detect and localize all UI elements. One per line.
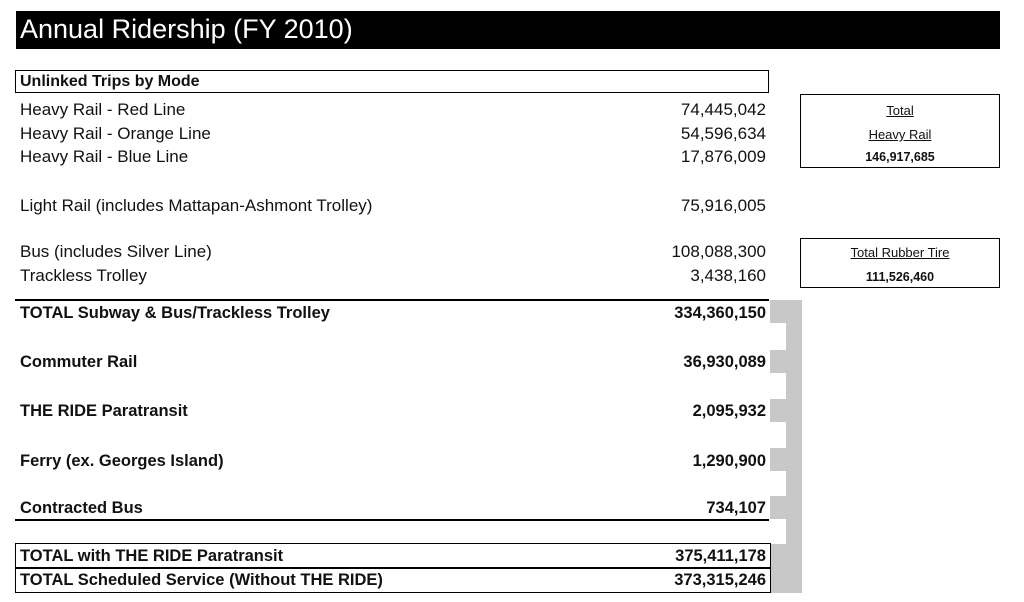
row-label: Light Rail (includes Mattapan-Ashmont Trolley) xyxy=(20,196,373,215)
row-value: 108,088,300 xyxy=(671,242,766,261)
row-label: Commuter Rail xyxy=(20,353,138,371)
row-label: Heavy Rail - Blue Line xyxy=(20,147,189,166)
row-value: 75,916,005 xyxy=(680,196,766,215)
row-value: 74,445,042 xyxy=(680,100,766,119)
rubber-tire-box-title: Total Rubber Tire xyxy=(850,245,950,260)
grand-total-label: TOTAL with THE RIDE Paratransit xyxy=(20,547,284,565)
grand-total-label: TOTAL Scheduled Service (Without THE RIDE) xyxy=(20,571,383,589)
grand-total-value: 375,411,178 xyxy=(675,547,766,565)
heavy-rail-box-subtitle: Heavy Rail xyxy=(868,127,932,142)
row-value: 54,596,634 xyxy=(680,124,766,143)
row-value: 36,930,089 xyxy=(683,353,766,371)
row-label: Ferry (ex. Georges Island) xyxy=(20,452,224,470)
divider-line xyxy=(15,299,769,301)
heavy-rail-box-title: Total xyxy=(886,103,914,118)
total-row-value: 334,360,150 xyxy=(674,304,766,322)
rubber-tire-box-value: 111,526,460 xyxy=(865,270,935,284)
page-title: Annual Ridership (FY 2010) xyxy=(20,14,353,44)
row-value: 1,290,900 xyxy=(692,452,766,470)
row-value: 734,107 xyxy=(706,499,766,517)
row-label: Heavy Rail - Red Line xyxy=(20,100,186,119)
grand-total-value: 373,315,246 xyxy=(674,571,766,589)
section-header: Unlinked Trips by Mode xyxy=(20,73,200,90)
row-value: 2,095,932 xyxy=(692,402,766,420)
row-label: Trackless Trolley xyxy=(20,266,147,285)
heavy-rail-box-value: 146,917,685 xyxy=(865,150,935,164)
row-value: 3,438,160 xyxy=(690,266,766,285)
divider-line xyxy=(15,519,769,521)
row-label: THE RIDE Paratransit xyxy=(20,402,188,420)
gray-band xyxy=(786,300,802,593)
total-row-label: TOTAL Subway & Bus/Trackless Trolley xyxy=(20,304,330,322)
row-label: Heavy Rail - Orange Line xyxy=(20,124,211,143)
row-label: Contracted Bus xyxy=(20,499,143,517)
row-value: 17,876,009 xyxy=(680,147,766,166)
row-label: Bus (includes Silver Line) xyxy=(20,242,212,261)
